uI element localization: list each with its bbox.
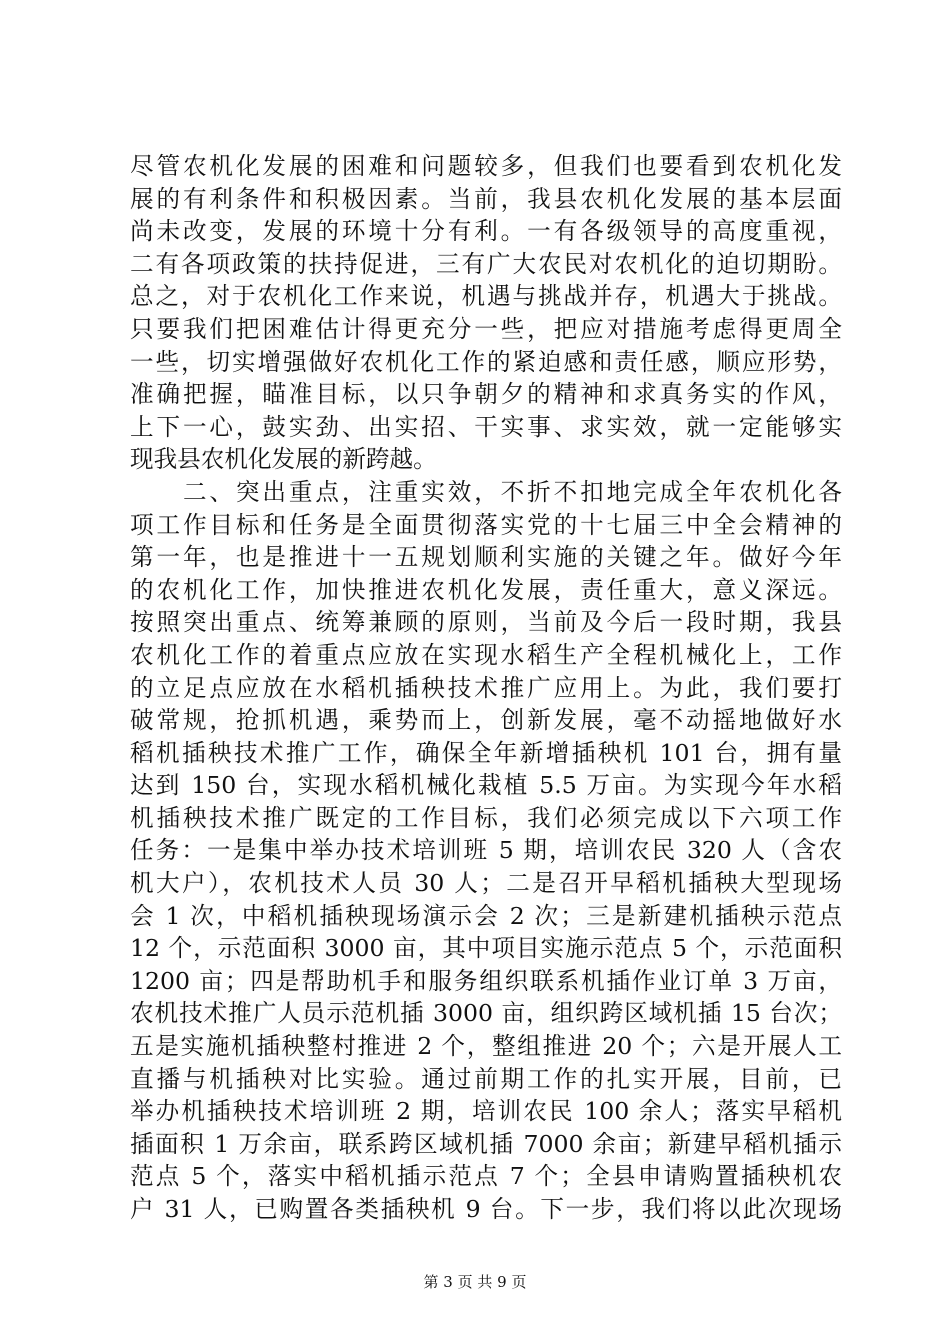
text-line: 直播与机插秧对比实验。通过前期工作的扎实开展，目前，已: [130, 1064, 842, 1093]
paragraph-2: [130, 476, 842, 1226]
text-line: 二、突出重点，注重实效，不折不扣地完成全年农机化各: [130, 477, 842, 506]
text-line: 12 个，示范面积 3000 亩，其中项目实施示范点 5 个，示范面积: [130, 934, 842, 963]
text-line: 尚未改变，发展的环境十分有利。一有各级领导的高度重视，: [130, 217, 842, 246]
text-line: 农机技术推广人员示范机插 3000 亩，组织跨区域机插 15 台次；: [130, 999, 842, 1028]
text-line: 按照突出重点、统筹兼顾的原则，当前及今后一段时期，我县: [130, 608, 842, 637]
text-line: 的立足点应放在水稻机插秧技术推广应用上。为此，我们要打: [130, 673, 842, 702]
text-line: 机大户），农机技术人员 30 人；二是召开早稻机插秧大型现场: [130, 869, 842, 898]
text-line: 现我县农机化发展的新跨越。: [130, 445, 437, 474]
text-line: 插面积 1 万余亩，联系跨区域机插 7000 余亩；新建早稻机插示: [130, 1129, 842, 1158]
text-line: 项工作目标和任务是全面贯彻落实党的十七届三中全会精神的: [130, 510, 842, 539]
text-line: 一些，切实增强做好农机化工作的紧迫感和责任感，顺应形势，: [130, 347, 842, 376]
text-line: 只要我们把困难估计得更充分一些，把应对措施考虑得更周全: [130, 314, 842, 343]
text-line: 展的有利条件和积极因素。当前，我县农机化发展的基本层面: [130, 184, 842, 213]
paragraph-1: [130, 150, 842, 476]
text-line: 的农机化工作，加快推进农机化发展，责任重大，意义深远。: [130, 575, 842, 604]
text-line: 1200 亩；四是帮助机手和服务组织联系机插作业订单 3 万亩，: [130, 966, 842, 995]
text-line: 户 31 人，已购置各类插秧机 9 台。下一步，我们将以此次现场: [130, 1195, 842, 1223]
text-line: 上下一心，鼓实劲、出实招、干实事、求实效，就一定能够实: [130, 412, 842, 441]
text-line: 农机化工作的着重点应放在实现水稻生产全程机械化上，工作: [130, 640, 842, 669]
text-line: 总之，对于农机化工作来说，机遇与挑战并存，机遇大于挑战。: [130, 282, 842, 311]
text-line: 五是实施机插秧整村推进 2 个，整组推进 20 个；六是开展人工: [130, 1032, 842, 1061]
page-footer: [0, 1272, 950, 1292]
text-line: 稻机插秧技术推广工作，确保全年新增插秧机 101 台，拥有量: [130, 738, 842, 767]
text-line: 任务：一是集中举办技术培训班 5 期，培训农民 320 人（含农: [130, 836, 842, 865]
text-line: 第一年，也是推进十一五规划顺利实施的关键之年。做好今年: [130, 543, 842, 572]
text-line: 会 1 次，中稻机插秧现场演示会 2 次；三是新建机插秧示范点: [130, 901, 842, 930]
text-line: 举办机插秧技术培训班 2 期，培训农民 100 余人；落实早稻机: [130, 1097, 842, 1126]
page-indicator: 第 3 页 共 9 页: [423, 1273, 527, 1291]
text-line: 破常规，抢抓机遇，乘势而上，创新发展，毫不动摇地做好水: [130, 706, 842, 735]
text-line: 二有各项政策的扶持促进，三有广大农民对农机化的迫切期盼。: [130, 249, 842, 278]
text-line: 达到 150 台，实现水稻机械化栽植 5.5 万亩。为实现今年水稻: [130, 771, 842, 800]
text-line: 机插秧技术推广既定的工作目标，我们必须完成以下六项工作: [130, 803, 842, 832]
document-body: [130, 150, 842, 1226]
text-line: 范点 5 个，落实中稻机插示范点 7 个；全县申请购置插秧机农: [130, 1162, 842, 1191]
text-line: 准确把握，瞄准目标，以只争朝夕的精神和求真务实的作风，: [130, 380, 842, 409]
text-line: 尽管农机化发展的困难和问题较多，但我们也要看到农机化发: [130, 152, 842, 180]
